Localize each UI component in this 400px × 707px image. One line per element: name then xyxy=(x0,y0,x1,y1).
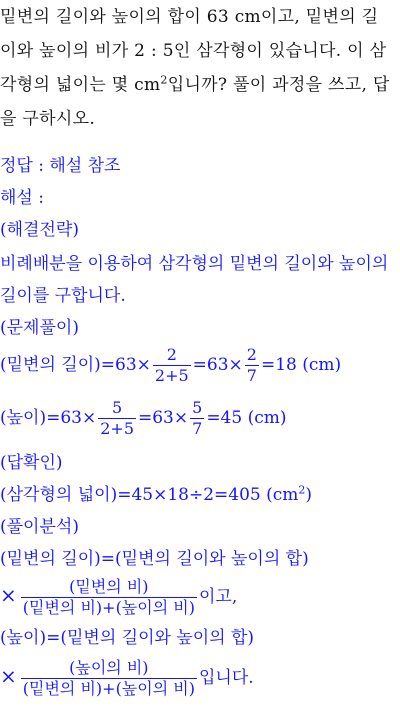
strategy-heading: (해결전략) xyxy=(0,220,79,240)
eq2-mid: =63× xyxy=(138,408,189,428)
eq2-f2-num: 5 xyxy=(192,398,203,417)
question-line-3 xyxy=(0,68,400,102)
question-line-2: 이와 높이의 비가 2 : 5인 삼각형이 있습니다. 이 삼 xyxy=(0,41,387,61)
equation-height-ratio xyxy=(0,651,254,701)
eq2-fraction-2 xyxy=(190,398,204,439)
strategy-line-2: 길이를 구합니다. xyxy=(0,286,126,306)
check-heading: (답확인) xyxy=(0,453,63,473)
eq5-den: (밑변의 비)+(높이의 비) xyxy=(22,679,195,698)
eq1-f1-den: 2+5 xyxy=(154,366,189,385)
eq1-lhs: (밑변의 길이)=63× xyxy=(0,355,151,375)
eq2-f1-num: 5 xyxy=(112,398,123,417)
eq1-mid: =63× xyxy=(192,355,243,375)
eq4-den: (밑변의 비)+(높이의 비) xyxy=(22,598,195,617)
question-line-3b: 입니까? 풀이 과정을 쓰고, 답 xyxy=(167,75,390,95)
eq2-fraction-1 xyxy=(98,398,136,439)
eq3-close: ) xyxy=(305,485,313,505)
eq5-num: (높이의 비) xyxy=(69,658,149,677)
equation-height xyxy=(0,396,287,440)
eq1-rhs: =18 (cm) xyxy=(260,355,342,375)
analysis-heading: (풀이분석) xyxy=(0,517,79,537)
eq4-fraction xyxy=(21,577,197,618)
eq4-times: × xyxy=(0,583,17,607)
analysis-line-2: (높이)=(밑변의 길이와 높이의 합) xyxy=(0,628,255,648)
eq1-f2-den: 7 xyxy=(246,366,257,385)
question-text xyxy=(0,0,400,136)
strategy-line-1: 비례배분을 이용하여 삼각형의 밑변의 길이와 높이의 xyxy=(0,254,389,274)
eq5-times: × xyxy=(0,664,17,688)
eq2-lhs: (높이)=63× xyxy=(0,408,97,428)
eq5-fraction xyxy=(21,658,197,699)
analysis-line-1: (밑변의 길이)=(밑변의 길이와 높이의 합) xyxy=(0,549,309,569)
eq4-num: (밑변의 비) xyxy=(69,577,149,596)
equation-base xyxy=(0,343,341,387)
question-line-4: 을 구하시오. xyxy=(0,109,96,129)
eq1-fraction-1 xyxy=(153,345,191,386)
eq1-fraction-2 xyxy=(245,345,259,386)
equation-area xyxy=(0,481,312,509)
question-line-1: 밑변의 길이와 높이의 합이 63 cm이고, 밑변의 길 xyxy=(0,7,379,27)
eq5-tail: 입니다. xyxy=(198,668,254,688)
explain-label: 해설 : xyxy=(0,188,44,208)
question-line-3a: 각형의 넓이는 몇 cm xyxy=(0,75,161,95)
solve-heading: (문제풀이) xyxy=(0,318,79,338)
eq3-superscript: 2 xyxy=(298,483,306,497)
eq3-text: (삼각형의 넓이)=45×18÷2=405 (cm xyxy=(0,485,299,505)
eq1-f2-num: 2 xyxy=(246,345,257,364)
answer-line: 정답 : 해설 참조 xyxy=(0,156,121,176)
unit-superscript: 2 xyxy=(160,73,168,87)
eq2-rhs: =45 (cm) xyxy=(206,408,287,428)
eq2-f2-den: 7 xyxy=(192,419,203,438)
eq2-f1-den: 2+5 xyxy=(100,419,134,438)
eq4-tail: 이고, xyxy=(198,587,238,607)
equation-base-ratio xyxy=(0,570,237,620)
eq1-f1-num: 2 xyxy=(166,345,177,364)
